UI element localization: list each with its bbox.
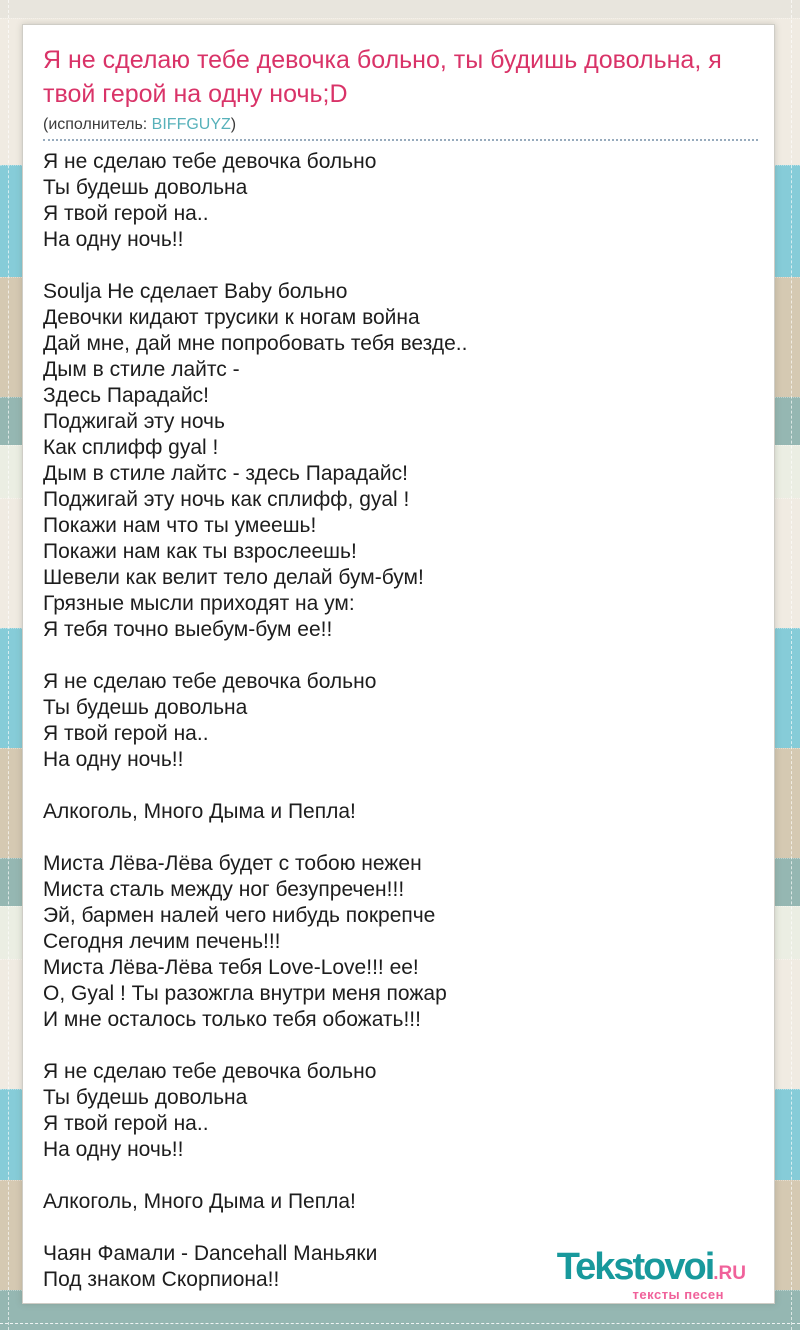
lyric-line: Дай мне, дай мне попробовать тебя везде.. [43,332,468,355]
lyric-line: Я не сделаю тебе девочка больно [43,670,377,693]
lyric-line [43,253,760,279]
lyric-line: На одну ночь!! [43,1138,184,1161]
artist-label: (исполнитель: [43,116,148,133]
lyric-line: Я не сделаю тебе девочка больно [43,1060,377,1083]
lyric-line: Я твой герой на.. [43,202,209,225]
lyric-line: Здесь Парадайс! [43,384,210,407]
lyric-line: Под знаком Скорпиона!! [43,1268,280,1291]
page-title: Я не сделаю тебе девочка больно, ты будишь довольна, я твой герой на одну ночь;D [43,46,722,108]
stitch-line-bottom [0,1323,800,1324]
lyric-line: Я не сделаю тебе девочка больно [43,150,377,173]
lyric-line: Я твой герой на.. [43,1112,209,1135]
logo-brand-text[interactable]: Tekstovoi [556,1246,714,1288]
artist-label-close: ) [230,116,237,133]
logo-tagline: тексты песен [632,1287,724,1302]
lyric-line: Покажи нам что ты умеешь! [43,514,317,537]
lyrics-text [43,149,760,1293]
lyric-line: Дым в стиле лайтс - [43,358,240,381]
lyric-line: Ты будешь довольна [43,1086,248,1109]
lyric-line: Как сплифф gyal ! [43,436,219,459]
artist-link[interactable]: BIFFGUYZ [151,116,231,133]
lyric-line: Чаян Фамали - Dancehall Маньяки [43,1242,378,1265]
logo-wordmark[interactable] [557,1248,746,1286]
stitch-line-right [791,0,792,1330]
artist-line [43,116,760,134]
lyric-line [43,643,760,669]
lyric-line: Ты будешь довольна [43,176,248,199]
lyric-line: Покажи нам как ты взрослеешь! [43,540,357,563]
lyric-line [43,773,760,799]
lyric-line: Эй, бармен налей чего нибудь покрепче [43,904,436,927]
lyric-line: Дым в стиле лайтс - здесь Парадайс! [43,462,408,485]
lyric-line: На одну ночь!! [43,228,184,251]
lyric-line: Поджигай эту ночь как сплифф, gyal ! [43,488,410,511]
lyric-line: Я твой герой на.. [43,722,209,745]
lyric-line: Алкоголь, Много Дыма и Пепла! [43,1190,356,1213]
lyric-line: Грязные мысли приходят на ум: [43,592,355,615]
lyric-line: О, Gyal ! Ты разожгла внутри меня пожар [43,982,447,1005]
lyric-line: На одну ночь!! [43,748,184,771]
lyric-line [43,1033,760,1059]
lyric-line: Сегодня лечим печень!!! [43,930,281,953]
lyric-line: Soulja Не сделает Baby больно [43,280,348,303]
dotted-separator [43,139,758,141]
lyric-line: Миста сталь между ног безупречен!!! [43,878,405,901]
lyric-line: Алкоголь, Много Дыма и Пепла! [43,800,356,823]
stitch-line-left [8,0,9,1330]
lyric-line [43,1215,760,1241]
lyric-line: Миста Лёва-Лёва будет с тобою нежен [43,852,422,875]
lyrics-card [22,24,775,1304]
lyric-line: Миста Лёва-Лёва тебя Love-Love!!! ее! [43,956,419,979]
lyric-line: Девочки кидают трусики к ногам война [43,306,420,329]
lyric-line: И мне осталось только тебя обожать!!! [43,1008,421,1031]
lyric-line: Поджигай эту ночь [43,410,225,433]
lyric-line: Шевели как велит тело делай бум-бум! [43,566,424,589]
lyric-line [43,1163,760,1189]
background-stripe [0,0,800,18]
lyric-line [43,825,760,851]
site-logo[interactable] [557,1248,746,1301]
logo-domain-text[interactable]: .RU [713,1263,746,1284]
lyric-line: Ты будешь довольна [43,696,248,719]
lyric-line: Я тебя точно выебум-бум ее!! [43,618,333,641]
